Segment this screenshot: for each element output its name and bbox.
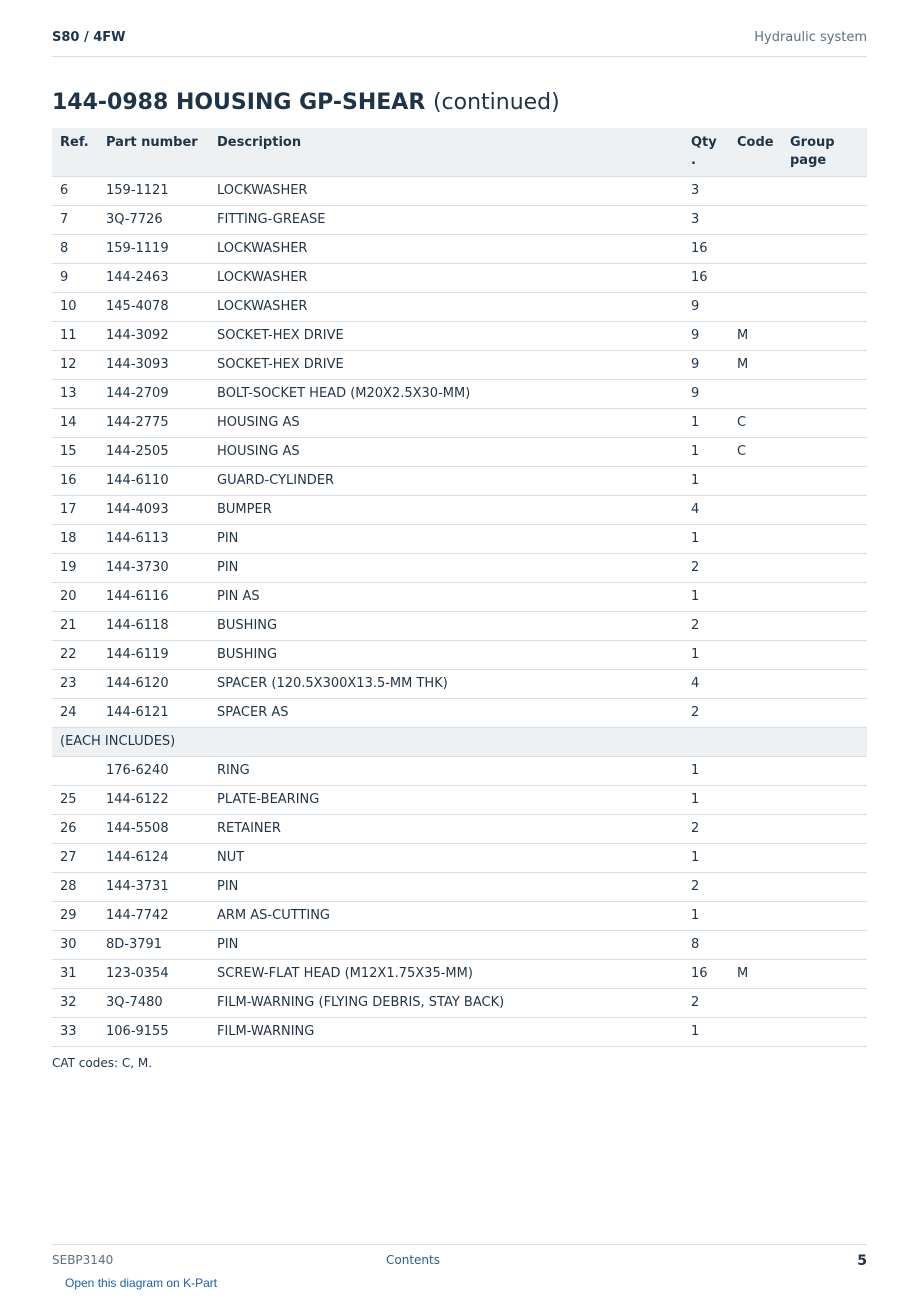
description-cell: RING bbox=[209, 756, 683, 785]
code-cell bbox=[729, 495, 782, 524]
part-number-cell: 144-3731 bbox=[98, 872, 209, 901]
part-number-cell: 144-2505 bbox=[98, 437, 209, 466]
table-row bbox=[52, 408, 867, 437]
qty-cell: 1 bbox=[683, 408, 729, 437]
col-header-ref: Ref. bbox=[52, 128, 98, 176]
code-cell bbox=[729, 640, 782, 669]
col-header-description: Description bbox=[209, 128, 683, 176]
code-cell bbox=[729, 234, 782, 263]
table-row bbox=[52, 205, 867, 234]
code-cell bbox=[729, 785, 782, 814]
table-row bbox=[52, 959, 867, 988]
group-page-cell bbox=[782, 1017, 867, 1046]
table-row bbox=[52, 379, 867, 408]
table-row bbox=[52, 1017, 867, 1046]
group-page-cell bbox=[782, 756, 867, 785]
part-number-cell: 3Q-7726 bbox=[98, 205, 209, 234]
qty-cell: 3 bbox=[683, 176, 729, 205]
table-row bbox=[52, 263, 867, 292]
group-page-cell bbox=[782, 698, 867, 727]
qty-cell: 4 bbox=[683, 495, 729, 524]
ref-cell: 8 bbox=[52, 234, 98, 263]
group-page-cell bbox=[782, 524, 867, 553]
title-suffix: (continued) bbox=[432, 90, 560, 115]
qty-cell: 4 bbox=[683, 669, 729, 698]
table-note-row bbox=[52, 727, 867, 756]
ref-cell: 24 bbox=[52, 698, 98, 727]
part-number-cell: 144-6121 bbox=[98, 698, 209, 727]
description-cell: HOUSING AS bbox=[209, 437, 683, 466]
table-row bbox=[52, 669, 867, 698]
part-number-cell: 144-2709 bbox=[98, 379, 209, 408]
group-page-cell bbox=[782, 495, 867, 524]
table-row bbox=[52, 785, 867, 814]
group-page-cell bbox=[782, 611, 867, 640]
part-number-cell: 145-4078 bbox=[98, 292, 209, 321]
part-number-cell: 176-6240 bbox=[98, 756, 209, 785]
group-page-cell bbox=[782, 930, 867, 959]
section-label: Hydraulic system bbox=[754, 30, 867, 45]
description-cell: BUMPER bbox=[209, 495, 683, 524]
part-number-cell: 106-9155 bbox=[98, 1017, 209, 1046]
qty-cell: 16 bbox=[683, 234, 729, 263]
ref-cell bbox=[52, 756, 98, 785]
group-page-cell bbox=[782, 872, 867, 901]
group-page-cell bbox=[782, 379, 867, 408]
qty-cell: 9 bbox=[683, 292, 729, 321]
ref-cell: 9 bbox=[52, 263, 98, 292]
table-row bbox=[52, 292, 867, 321]
table-row bbox=[52, 872, 867, 901]
ref-cell: 6 bbox=[52, 176, 98, 205]
code-cell: C bbox=[729, 437, 782, 466]
ref-cell: 18 bbox=[52, 524, 98, 553]
group-page-cell bbox=[782, 466, 867, 495]
ref-cell: 25 bbox=[52, 785, 98, 814]
ref-cell: 27 bbox=[52, 843, 98, 872]
description-cell: SPACER (120.5X300X13.5-MM THK) bbox=[209, 669, 683, 698]
group-page-cell bbox=[782, 408, 867, 437]
qty-cell: 1 bbox=[683, 1017, 729, 1046]
group-page-cell bbox=[782, 959, 867, 988]
ref-cell: 13 bbox=[52, 379, 98, 408]
table-row bbox=[52, 234, 867, 263]
description-cell: SOCKET-HEX DRIVE bbox=[209, 350, 683, 379]
qty-cell: 2 bbox=[683, 988, 729, 1017]
table-row bbox=[52, 321, 867, 350]
code-cell bbox=[729, 872, 782, 901]
code-cell bbox=[729, 582, 782, 611]
description-cell: PIN AS bbox=[209, 582, 683, 611]
ref-cell: 28 bbox=[52, 872, 98, 901]
qty-cell: 1 bbox=[683, 843, 729, 872]
code-cell bbox=[729, 205, 782, 234]
code-cell: M bbox=[729, 959, 782, 988]
part-number-cell: 144-6113 bbox=[98, 524, 209, 553]
code-cell bbox=[729, 930, 782, 959]
ref-cell: 21 bbox=[52, 611, 98, 640]
code-cell bbox=[729, 901, 782, 930]
qty-cell: 1 bbox=[683, 582, 729, 611]
document-id: SEBP3140 bbox=[52, 1253, 114, 1267]
qty-cell: 16 bbox=[683, 959, 729, 988]
ref-cell: 29 bbox=[52, 901, 98, 930]
table-row bbox=[52, 988, 867, 1017]
code-cell bbox=[729, 756, 782, 785]
description-cell: PIN bbox=[209, 872, 683, 901]
qty-cell: 2 bbox=[683, 872, 729, 901]
contents-link[interactable]: Contents bbox=[386, 1253, 440, 1267]
description-cell: PIN bbox=[209, 553, 683, 582]
part-number-cell: 144-6118 bbox=[98, 611, 209, 640]
part-number-cell: 144-7742 bbox=[98, 901, 209, 930]
code-cell: C bbox=[729, 408, 782, 437]
ref-cell: 23 bbox=[52, 669, 98, 698]
qty-cell: 16 bbox=[683, 263, 729, 292]
ref-cell: 12 bbox=[52, 350, 98, 379]
ref-cell: 33 bbox=[52, 1017, 98, 1046]
table-row bbox=[52, 495, 867, 524]
code-cell bbox=[729, 1017, 782, 1046]
part-number-cell: 144-2775 bbox=[98, 408, 209, 437]
qty-cell: 1 bbox=[683, 466, 729, 495]
table-row bbox=[52, 582, 867, 611]
table-row bbox=[52, 930, 867, 959]
col-header-part-number: Part number bbox=[98, 128, 209, 176]
description-cell: SOCKET-HEX DRIVE bbox=[209, 321, 683, 350]
ref-cell: 31 bbox=[52, 959, 98, 988]
col-header-group-page: Group page bbox=[782, 128, 867, 176]
ref-cell: 10 bbox=[52, 292, 98, 321]
table-row bbox=[52, 437, 867, 466]
group-page-cell bbox=[782, 553, 867, 582]
group-page-cell bbox=[782, 176, 867, 205]
code-cell bbox=[729, 524, 782, 553]
page-number: 5 bbox=[857, 1253, 867, 1269]
description-cell: BUSHING bbox=[209, 611, 683, 640]
description-cell: BOLT-SOCKET HEAD (M20X2.5X30-MM) bbox=[209, 379, 683, 408]
table-row bbox=[52, 814, 867, 843]
part-number-cell: 144-5508 bbox=[98, 814, 209, 843]
table-row bbox=[52, 176, 867, 205]
page-header bbox=[52, 28, 867, 57]
qty-cell: 1 bbox=[683, 524, 729, 553]
code-cell bbox=[729, 814, 782, 843]
group-page-cell bbox=[782, 669, 867, 698]
description-cell: PLATE-BEARING bbox=[209, 785, 683, 814]
part-number-cell: 123-0354 bbox=[98, 959, 209, 988]
description-cell: PIN bbox=[209, 930, 683, 959]
description-cell: FILM-WARNING bbox=[209, 1017, 683, 1046]
qty-cell: 8 bbox=[683, 930, 729, 959]
ref-cell: 26 bbox=[52, 814, 98, 843]
model-label: S80 / 4FW bbox=[52, 30, 126, 45]
description-cell: BUSHING bbox=[209, 640, 683, 669]
group-page-cell bbox=[782, 437, 867, 466]
qty-cell: 2 bbox=[683, 611, 729, 640]
description-cell: RETAINER bbox=[209, 814, 683, 843]
group-page-cell bbox=[782, 263, 867, 292]
description-cell: SCREW-FLAT HEAD (M12X1.75X35-MM) bbox=[209, 959, 683, 988]
part-number-cell: 144-3092 bbox=[98, 321, 209, 350]
part-number-cell: 144-6122 bbox=[98, 785, 209, 814]
cat-codes-note: CAT codes: C, M. bbox=[52, 1056, 153, 1070]
part-number-cell: 144-2463 bbox=[98, 263, 209, 292]
ref-cell: 16 bbox=[52, 466, 98, 495]
part-number-cell: 8D-3791 bbox=[98, 930, 209, 959]
ref-cell: 14 bbox=[52, 408, 98, 437]
parts-table bbox=[52, 128, 867, 1047]
part-number-cell: 144-6116 bbox=[98, 582, 209, 611]
group-page-cell bbox=[782, 785, 867, 814]
qty-cell: 1 bbox=[683, 640, 729, 669]
code-cell: M bbox=[729, 321, 782, 350]
ref-cell: 7 bbox=[52, 205, 98, 234]
qty-cell: 9 bbox=[683, 350, 729, 379]
table-row bbox=[52, 466, 867, 495]
part-number-cell: 144-6124 bbox=[98, 843, 209, 872]
part-number-cell: 159-1121 bbox=[98, 176, 209, 205]
table-header-row bbox=[52, 128, 867, 176]
code-cell bbox=[729, 669, 782, 698]
table-row bbox=[52, 640, 867, 669]
qty-cell: 2 bbox=[683, 814, 729, 843]
code-cell bbox=[729, 553, 782, 582]
description-cell: HOUSING AS bbox=[209, 408, 683, 437]
group-page-cell bbox=[782, 988, 867, 1017]
ref-cell: 30 bbox=[52, 930, 98, 959]
part-number-cell: 144-6120 bbox=[98, 669, 209, 698]
code-cell bbox=[729, 379, 782, 408]
table-row bbox=[52, 611, 867, 640]
qty-cell: 1 bbox=[683, 901, 729, 930]
description-cell: LOCKWASHER bbox=[209, 234, 683, 263]
qty-cell: 3 bbox=[683, 205, 729, 234]
part-number-cell: 144-4093 bbox=[98, 495, 209, 524]
qty-cell: 1 bbox=[683, 756, 729, 785]
ref-cell: 15 bbox=[52, 437, 98, 466]
qty-cell: 9 bbox=[683, 321, 729, 350]
ref-cell: 32 bbox=[52, 988, 98, 1017]
table-row bbox=[52, 524, 867, 553]
description-cell: PIN bbox=[209, 524, 683, 553]
part-number-cell: 159-1119 bbox=[98, 234, 209, 263]
code-cell: M bbox=[729, 350, 782, 379]
title-part: 144-0988 HOUSING GP-SHEAR bbox=[52, 90, 426, 115]
part-number-cell: 144-3093 bbox=[98, 350, 209, 379]
ref-cell: 17 bbox=[52, 495, 98, 524]
qty-cell: 9 bbox=[683, 379, 729, 408]
table-row bbox=[52, 843, 867, 872]
code-cell bbox=[729, 263, 782, 292]
group-page-cell bbox=[782, 205, 867, 234]
group-page-cell bbox=[782, 640, 867, 669]
group-page-cell bbox=[782, 350, 867, 379]
kpart-link[interactable]: Open this diagram on K-Part bbox=[65, 1276, 218, 1290]
qty-cell: 1 bbox=[683, 437, 729, 466]
part-number-cell: 3Q-7480 bbox=[98, 988, 209, 1017]
part-number-cell: 144-6119 bbox=[98, 640, 209, 669]
page-title bbox=[52, 89, 560, 117]
ref-cell: 20 bbox=[52, 582, 98, 611]
code-cell bbox=[729, 292, 782, 321]
ref-cell: 11 bbox=[52, 321, 98, 350]
col-header-qty: Qty . bbox=[683, 128, 729, 176]
table-row bbox=[52, 350, 867, 379]
table-row bbox=[52, 756, 867, 785]
description-cell: FITTING-GREASE bbox=[209, 205, 683, 234]
group-page-cell bbox=[782, 321, 867, 350]
code-cell bbox=[729, 988, 782, 1017]
description-cell: GUARD-CYLINDER bbox=[209, 466, 683, 495]
col-header-code: Code bbox=[729, 128, 782, 176]
note-cell: (EACH INCLUDES) bbox=[52, 727, 867, 756]
group-page-cell bbox=[782, 843, 867, 872]
qty-cell: 1 bbox=[683, 785, 729, 814]
code-cell bbox=[729, 466, 782, 495]
group-page-cell bbox=[782, 901, 867, 930]
part-number-cell: 144-3730 bbox=[98, 553, 209, 582]
code-cell bbox=[729, 843, 782, 872]
ref-cell: 19 bbox=[52, 553, 98, 582]
group-page-cell bbox=[782, 582, 867, 611]
table-row bbox=[52, 901, 867, 930]
description-cell: ARM AS-CUTTING bbox=[209, 901, 683, 930]
description-cell: FILM-WARNING (FLYING DEBRIS, STAY BACK) bbox=[209, 988, 683, 1017]
code-cell bbox=[729, 176, 782, 205]
qty-cell: 2 bbox=[683, 553, 729, 582]
table-row bbox=[52, 698, 867, 727]
group-page-cell bbox=[782, 814, 867, 843]
ref-cell: 22 bbox=[52, 640, 98, 669]
group-page-cell bbox=[782, 234, 867, 263]
description-cell: LOCKWASHER bbox=[209, 176, 683, 205]
code-cell bbox=[729, 611, 782, 640]
description-cell: SPACER AS bbox=[209, 698, 683, 727]
table-row bbox=[52, 553, 867, 582]
description-cell: NUT bbox=[209, 843, 683, 872]
description-cell: LOCKWASHER bbox=[209, 292, 683, 321]
part-number-cell: 144-6110 bbox=[98, 466, 209, 495]
parts-table-body bbox=[52, 176, 867, 1046]
code-cell bbox=[729, 698, 782, 727]
group-page-cell bbox=[782, 292, 867, 321]
description-cell: LOCKWASHER bbox=[209, 263, 683, 292]
qty-cell: 2 bbox=[683, 698, 729, 727]
